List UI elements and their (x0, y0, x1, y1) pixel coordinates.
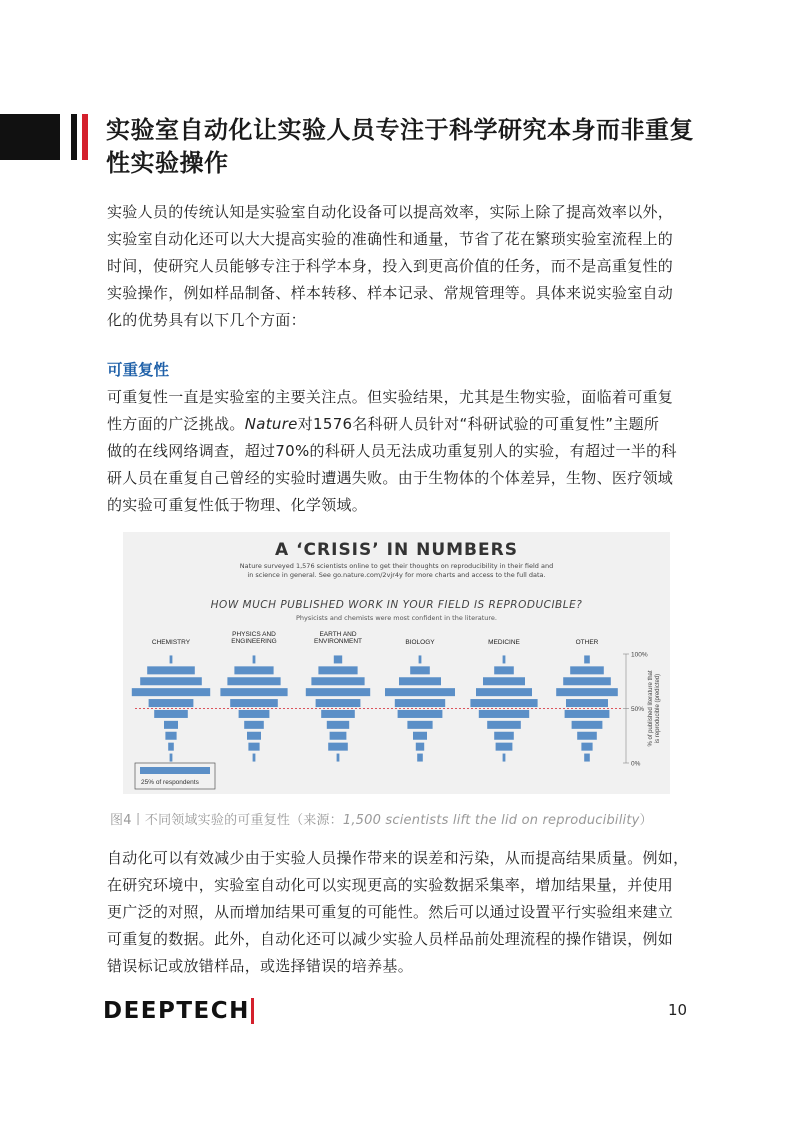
data-bar (395, 699, 445, 707)
reproducibility-paragraph (107, 384, 697, 519)
journal-name: Nature (244, 415, 298, 433)
data-bar (413, 732, 427, 740)
figure-question: HOW MUCH PUBLISHED WORK IN YOUR FIELD IS REPRODUCIBLE? (210, 599, 583, 611)
data-bar (503, 655, 506, 663)
text-line: 实验室自动化还可以大大提高实验的准确性和通量，节省了花在繁琐实验室流程上的 (107, 230, 674, 248)
data-bar (581, 743, 592, 751)
data-bar (494, 666, 514, 674)
data-bar (321, 710, 355, 718)
data-bar (577, 732, 597, 740)
data-bar (470, 699, 537, 707)
data-bar (483, 677, 525, 685)
caption-source: 1,500 scientists lift the lid on reproducibility (342, 813, 640, 828)
section-title-line: 实验室自动化让实验人员专注于科学研究本身而非重复 (106, 116, 694, 144)
text-line: 可重复性一直是实验室的主要关注点。但实验结果，尤其是生物实验，面临着可重复 (107, 388, 674, 406)
data-bar (170, 754, 173, 762)
data-bar (334, 655, 342, 663)
category-label: MEDICINE (488, 639, 520, 646)
data-bar (164, 721, 178, 729)
header-black-bar (71, 114, 77, 160)
data-bar (419, 655, 422, 663)
legend-label: 25% of respondents (141, 779, 199, 786)
subheading-reproducibility: 可重复性 (107, 361, 170, 379)
data-bar (496, 743, 513, 751)
deeptech-logo: DEEPTECH (103, 998, 254, 1024)
text-line: 在研究环境中，实验室自动化可以实现更高的实验数据采集率，增加结果量，并使用 (107, 876, 674, 894)
data-bar (416, 743, 424, 751)
text-line: 自动化可以有效减少由于实验人员操作带来的误差和污染，从而提高结果质量。例如， (107, 849, 689, 867)
data-bar (563, 677, 611, 685)
data-bar (140, 677, 202, 685)
data-bar (410, 666, 430, 674)
data-bar (417, 754, 423, 762)
data-bar (407, 721, 432, 729)
data-bar (227, 677, 280, 685)
category-label: ENVIRONMENT (313, 638, 363, 645)
reproducibility-chart (123, 532, 670, 794)
data-bar (330, 732, 347, 740)
section-title-line: 性实验操作 (106, 149, 229, 177)
data-bar (399, 677, 441, 685)
data-bar (248, 743, 259, 751)
data-bar (479, 710, 529, 718)
data-bar (170, 655, 173, 663)
figure-subtitle: Nature surveyed 1,576 scientists online to get their thoughts on reproducibility in their field and in science in general. See go.nature.com/2vjr4y for more charts and access to the full data. (239, 562, 554, 579)
data-bar (487, 721, 521, 729)
text-line: 研人员在重复自己曾经的实验时遭遇失败。由于生物体的个体差异，生物、医疗领域 (107, 469, 674, 487)
category-label: BIOLOGY (405, 639, 435, 646)
page-number: 10 (668, 1001, 688, 1019)
legend-bar (140, 767, 210, 774)
data-bar (316, 699, 361, 707)
data-bar (154, 710, 188, 718)
figure-question-sub: Physicists and chemists were most confident in the literature. (295, 614, 497, 622)
data-bar (239, 710, 270, 718)
intro-paragraph (107, 199, 697, 334)
y-tick-label: 0% (631, 760, 641, 768)
data-bar (306, 688, 370, 696)
data-bar (385, 688, 455, 696)
text-line: 更广泛的对照，从而增加结果可重复的可能性。然后可以通过设置平行实验组来建立 (107, 903, 674, 921)
data-bar (132, 688, 210, 696)
header-red-bar (82, 114, 88, 160)
data-bar (230, 699, 278, 707)
data-bar (584, 655, 590, 663)
data-bar (147, 666, 195, 674)
data-bar (168, 743, 174, 751)
y-axis-title (648, 670, 661, 746)
section-title (106, 114, 726, 180)
data-bar (503, 754, 506, 762)
data-bar (572, 721, 603, 729)
data-bar (328, 743, 348, 751)
category-label: EARTH AND (319, 631, 357, 638)
y-axis-title-line: is reproducible (predicted) (655, 673, 661, 744)
automation-paragraph (107, 845, 697, 980)
data-bar (311, 677, 364, 685)
text-line: 做的在线网络调查，超过70%的科研人员无法成功重复别人的实验，有超过一半的科 (107, 442, 677, 460)
data-bar (476, 688, 532, 696)
text-line: 实验人员的传统认知是实验室自动化设备可以提高效率，实际上除了提高效率以外， (107, 203, 674, 221)
data-bar (556, 688, 618, 696)
data-bar (337, 754, 340, 762)
y-tick-label: 100% (631, 651, 648, 659)
text-line: 化的优势具有以下几个方面： (107, 311, 306, 329)
data-bar (318, 666, 357, 674)
category-label: ENGINEERING (231, 638, 277, 645)
data-bar (165, 732, 176, 740)
data-bar (584, 754, 590, 762)
text-line: 错误标记或放错样品，或选择错误的培养基。 (107, 957, 414, 975)
category-label: CHEMISTRY (151, 639, 191, 646)
data-bar (570, 666, 604, 674)
data-bar (244, 721, 264, 729)
data-bar (253, 754, 256, 762)
data-bar (149, 699, 194, 707)
header-black-block (0, 114, 60, 160)
data-bar (566, 699, 608, 707)
text-line: 的实验可重复性低于物理、化学领域。 (107, 496, 368, 514)
category-label: PHYSICS AND (232, 631, 276, 638)
data-bar (398, 710, 443, 718)
figure-title: A ‘CRISIS’ IN NUMBERS (275, 540, 518, 560)
data-bar (327, 721, 349, 729)
data-bar (220, 688, 287, 696)
text-line: 性方面的广泛挑战。Nature对1576名科研人员针对“科研试验的可重复性”主题所 (107, 415, 660, 433)
text-line: 时间，使研究人员能够专注于科学本身，投入到更高价值的任务，而不是高重复性的 (107, 257, 674, 275)
data-bar (247, 732, 261, 740)
data-bar (494, 732, 514, 740)
data-bar (253, 655, 256, 663)
text-line: 可重复的数据。此外，自动化还可以减少实验人员样品前处理流程的操作错误，例如 (107, 930, 674, 948)
y-tick-label: 50% (631, 706, 645, 713)
data-bar (565, 710, 610, 718)
figure-crisis-in-numbers (123, 532, 670, 794)
y-axis-title-line: % of published literature that (648, 670, 654, 747)
data-bar (234, 666, 273, 674)
category-label: OTHER (575, 639, 599, 646)
text-line: 实验操作，例如样品制备、样本转移、样本记录、常规管理等。具体来说实验室自动 (107, 284, 674, 302)
figure-caption: 图4丨不同领域实验的可重复性（来源：1,500 scientists lift the lid on reproducibility） (110, 813, 653, 828)
